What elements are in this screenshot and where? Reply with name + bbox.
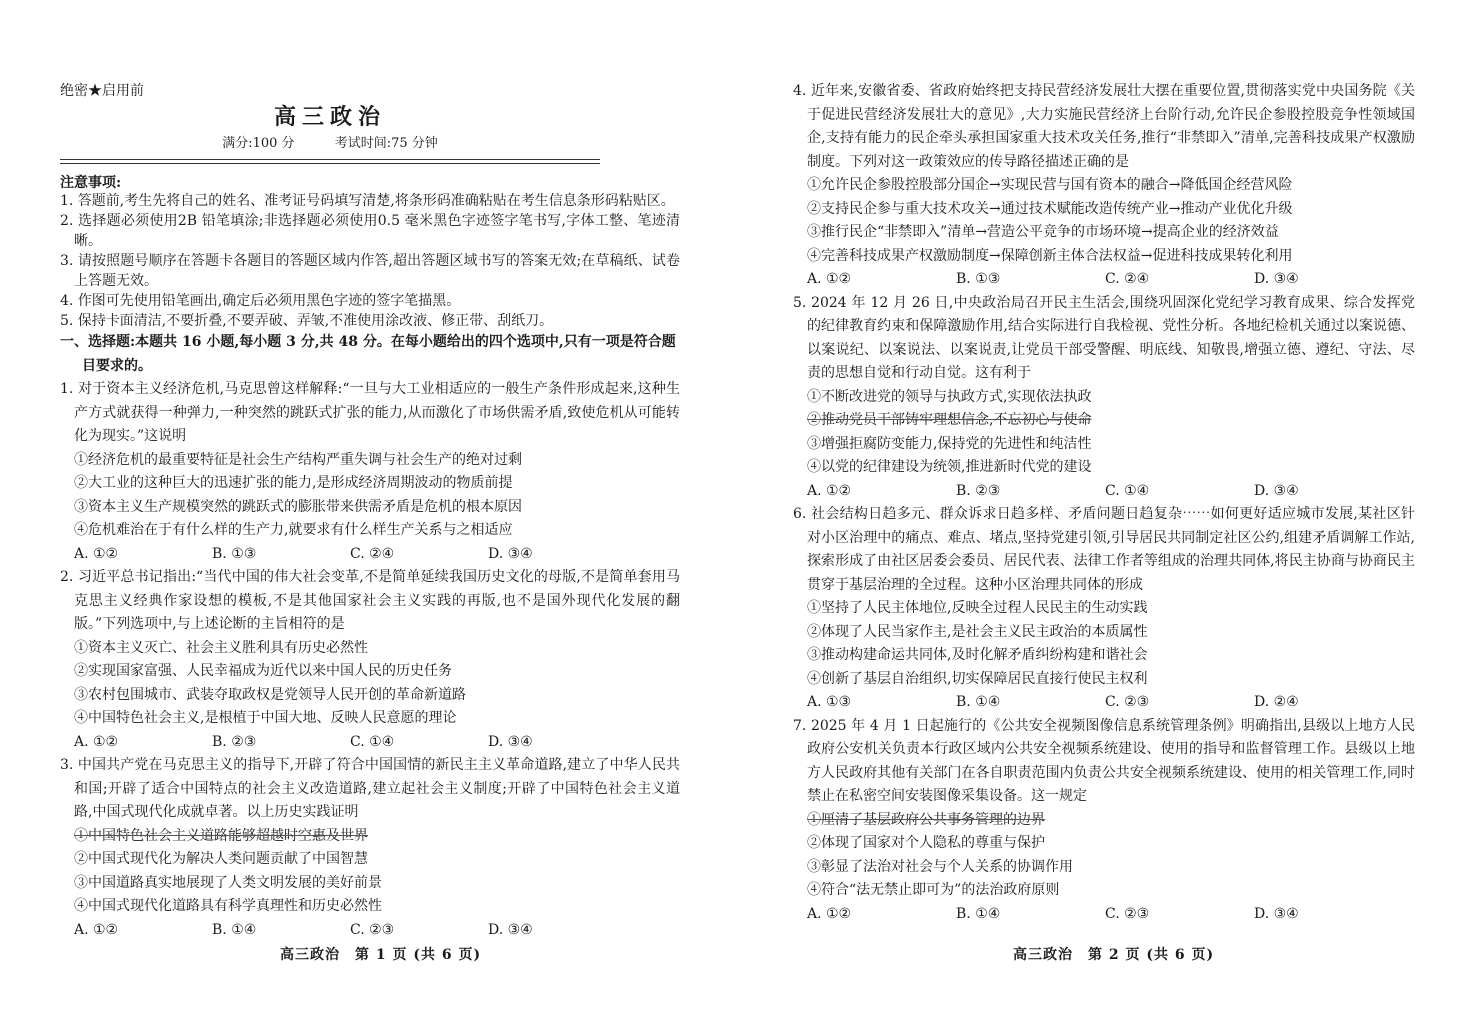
question-option: ①坚持了人民主体地位,反映全过程人民民主的生动实践 (807, 600, 1148, 616)
choice-b: B. ①④ (956, 694, 1001, 710)
question-option: ②实现国家富强、人民幸福成为近代以来中国人民的历史任务 (74, 663, 452, 679)
choice-d: D. ③④ (1254, 271, 1299, 287)
choice-d: D. ③④ (488, 921, 533, 938)
question-option: ②体现了国家对个人隐私的尊重与保护 (807, 835, 1045, 851)
exam-time: 考试时间:75 分钟 (334, 136, 438, 151)
answer-choices (60, 543, 680, 567)
choice-c: C. ②③ (1105, 694, 1150, 710)
question-option: ①允许民企参股控股部分国企→实现民营与国有资本的融合→降低国企经营风险 (807, 177, 1293, 193)
choice-a: A. ①② (807, 482, 852, 499)
question-option: ④中国式现代化道路具有科学真理性和历史必然性 (74, 898, 382, 914)
question-5 (793, 292, 1415, 504)
answer-choices (793, 903, 1415, 927)
question-option: ②体现了人民当家作主,是社会主义民主政治的本质属性 (807, 623, 1148, 640)
question-stem: 5. 2024 年 12 月 26 日,中央政治局召开民主生活会,围绕巩固深化党纪学习教育成果、综合发挥党的纪律教育约束和保障激励作用,结合实际进行自我检视、党性分析。各地纪检机关通过以案说德、以案说纪、以案说法、以案说责,让党员干部受警醒、明底线、知敬畏,增强立德、遵纪、守法、尽责的思想自觉和行动自觉。这有利于 (793, 294, 1415, 381)
question-option: ②支持民企参与重大技术攻关→通过技术赋能改造传统产业→推动产业优化升级 (807, 200, 1293, 217)
choice-c: C. ②④ (1105, 271, 1150, 287)
choice-b: B. ②③ (956, 482, 1001, 499)
question-option: ③增强拒腐防变能力,保持党的先进性和纯洁性 (807, 435, 1092, 452)
choice-d: D. ③④ (488, 545, 533, 562)
question-6 (793, 503, 1415, 715)
question-option: ④符合“法无禁止即可为”的法治政府原则 (807, 882, 1060, 898)
question-option: ③农村包围城市、武装夺取政权是党领导人民开创的革命新道路 (74, 686, 466, 703)
choice-a: A. ①② (807, 271, 852, 287)
choice-b: B. ①③ (956, 271, 1001, 287)
question-option: ③中国道路真实地展现了人类文明发展的美好前景 (74, 874, 382, 891)
choice-c: C. ②③ (1105, 905, 1150, 922)
question-stem: 6. 社会结构日趋多元、群众诉求日趋多样、矛盾问题日趋复杂⋯⋯如何更好适应城市发展,某社区针对小区治理中的痛点、难点、堵点,坚持党建引领,引导居民共同制定社区公约,组建矛盾调解工作站,探索形成了由社区居委会委员、居民代表、法律工作者等组成的治理共同体,将民主协商与协商民主贯穿于基层治理的全过程。这种小区治理共同体的形成 (793, 506, 1415, 593)
notes-list (60, 191, 680, 331)
question-option: ②中国式现代化为解决人类问题贡献了中国智慧 (74, 851, 368, 867)
question-7 (793, 715, 1415, 927)
choice-d: D. ③④ (1254, 905, 1299, 922)
note-item: 4. 作图可先使用铅笔画出,确定后必须用黑色字迹的签字笔描黑。 (60, 293, 461, 309)
question-option: ②大工业的这种巨大的迅速扩张的能力,是形成经济周期波动的物质前提 (74, 475, 513, 491)
question-option: ③资本主义生产规模突然的跳跃式的膨胀带来供需矛盾是危机的根本原因 (74, 498, 522, 515)
choice-d: D. ③④ (1254, 482, 1299, 499)
question-stem: 1. 对于资本主义经济危机,马克思曾这样解释:“一旦与大工业相适应的一般生产条件形成起来,这种生产方式就获得一种弹力,一种突然的跳跃式扩张的能力,从而激化了市场供需矛盾,致使危机从可能转化为现实。”这说明 (60, 381, 680, 444)
question-option: ④中国特色社会主义,是根植于中国大地、反映人民意愿的理论 (74, 710, 457, 726)
question-option: ①中国特色社会主义道路能够超越时空惠及世界 (74, 827, 368, 844)
answer-choices (793, 268, 1415, 292)
full-score: 满分:100 分 (222, 136, 295, 151)
question-2 (60, 566, 680, 754)
question-stem: 4. 近年来,安徽省委、省政府始终把支持民营经济发展壮大摆在重要位置,贯彻落实党中央国务院《关于促进民营经济发展壮大的意见》,大力实施民营经济上台阶行动,允许民企参股控股竞争性领域国企,支持有能力的民企牵头承担国家重大技术攻关任务,推行“非禁即入”清单,完善科技成果产权激励制度。下列对这一政策效应的传导路径描述正确的是 (793, 83, 1415, 170)
question-option: ①厘清了基层政府公共事务管理的边界 (807, 811, 1045, 828)
question-option: ④创新了基层自治组织,切实保障居民直接行使民主权利 (807, 670, 1148, 687)
choice-b: B. ①③ (212, 545, 257, 562)
question-option: ④完善科技成果产权激励制度→保障创新主体合法权益→促进科技成果转化利用 (807, 247, 1293, 264)
question-stem: 2. 习近平总书记指出:“当代中国的伟大社会变革,不是简单延续我国历史文化的母版,不是简单套用马克思主义经典作家设想的模板,不是其他国家社会主义实践的再版,也不是国外现代化发展的翻版。”下列选项中,与上述论断的主旨相符的是 (60, 569, 680, 632)
question-stem: 7. 2025 年 4 月 1 日起施行的《公共安全视频图像信息系统管理条例》明确指出,县级以上地方人民政府公安机关负责本行政区域内公共安全视频系统建设、使用的指导和监督管理工作。县级以上地方人民政府其他有关部门在各自职责范围内负责公共安全视频系统建设、使用的相关管理工作,同时禁止在私密空间安装图像采集设备。这一规定 (793, 717, 1415, 804)
choice-a: A. ①② (807, 905, 852, 922)
question-option: ③推行民企“非禁即入”清单→营造公平竞争的市场环境→提高企业的经济效益 (807, 224, 1279, 240)
question-4 (793, 80, 1415, 292)
choice-c: C. ①④ (1105, 482, 1150, 499)
secret-label: 绝密★启用前 (60, 83, 144, 99)
page-1 (60, 0, 680, 1017)
question-3 (60, 754, 680, 942)
choice-b: B. ①④ (956, 905, 1001, 922)
notes-heading: 注意事项: (60, 175, 122, 191)
note-item: 1. 答题前,考生先将自己的姓名、准考证号码填写清楚,将条形码准确粘贴在考生信息条形码粘贴区。 (60, 193, 675, 209)
choice-a: A. ①③ (807, 694, 852, 710)
choice-c: C. ②④ (350, 545, 395, 562)
page-2-content (793, 80, 1415, 926)
page-1-content (60, 191, 680, 942)
question-1 (60, 378, 680, 566)
choice-a: A. ①② (74, 921, 119, 938)
question-option: ①不断改进党的领导与执政方式,实现依法执政 (807, 388, 1092, 405)
page-footer: 高三政治 第 2 页 (共 6 页) (1013, 947, 1215, 963)
question-option: ④以党的纪律建设为统领,推进新时代党的建设 (807, 459, 1092, 475)
answer-choices (60, 919, 680, 943)
question-option: ③推动构建命运共同体,及时化解矛盾纠纷构建和谐社会 (807, 647, 1148, 663)
note-item: 3. 请按照题号顺序在答题卡各题目的答题区域内作答,超出答题区域书写的答案无效;在草稿纸、试卷上答题无效。 (60, 253, 680, 289)
question-option: ②推动党员干部铸牢理想信念,不忘初心与使命 (807, 412, 1092, 428)
divider (60, 159, 600, 160)
question-stem: 3. 中国共产党在马克思主义的指导下,开辟了符合中国国情的新民主主义革命道路,建立了中华人民共和国;开辟了适合中国特点的社会主义改造道路,建立起社会主义制度;开辟了中国特色社会主义道路,中国式现代化成就卓著。以上历史实践证明 (60, 757, 680, 820)
choice-c: C. ②③ (350, 921, 395, 938)
question-option: ④危机难治在于有什么样的生产力,就要求有什么样生产关系与之相适应 (74, 522, 513, 538)
choice-d: D. ③④ (488, 733, 533, 750)
exam-title: 高三政治 (273, 104, 386, 130)
note-item: 2. 选择题必须使用2B 铅笔填涂;非选择题必须使用0.5 毫米黑色字迹签字笔书写,字体工整、笔迹清晰。 (60, 213, 680, 249)
choice-a: A. ①② (74, 545, 119, 562)
choice-a: A. ①② (74, 733, 119, 750)
answer-choices (793, 691, 1415, 715)
question-option: ③彰显了法治对社会与个人关系的协调作用 (807, 858, 1073, 875)
answer-choices (60, 731, 680, 755)
page-2 (793, 0, 1415, 1017)
choice-c: C. ①④ (350, 733, 395, 750)
question-option: ①资本主义灭亡、社会主义胜利具有历史必然性 (74, 639, 368, 656)
divider (60, 163, 600, 164)
choice-b: B. ①④ (212, 921, 257, 938)
exam-info (60, 132, 600, 151)
note-item: 5. 保持卡面清洁,不要折叠,不要弄破、弄皱,不准使用涂改液、修正带、刮纸刀。 (60, 313, 554, 329)
choice-b: B. ②③ (212, 733, 257, 750)
choice-d: D. ②④ (1254, 694, 1299, 710)
page-footer: 高三政治 第 1 页 (共 6 页) (280, 947, 482, 963)
answer-choices (793, 480, 1415, 504)
question-option: ①经济危机的最重要特征是社会生产结构严重失调与社会生产的绝对过剩 (74, 451, 522, 468)
section-heading: 一、选择题:本题共 16 小题,每小题 3 分,共 48 分。在每小题给出的四个选项中,只有一项是符合题目要求的。 (60, 334, 676, 374)
